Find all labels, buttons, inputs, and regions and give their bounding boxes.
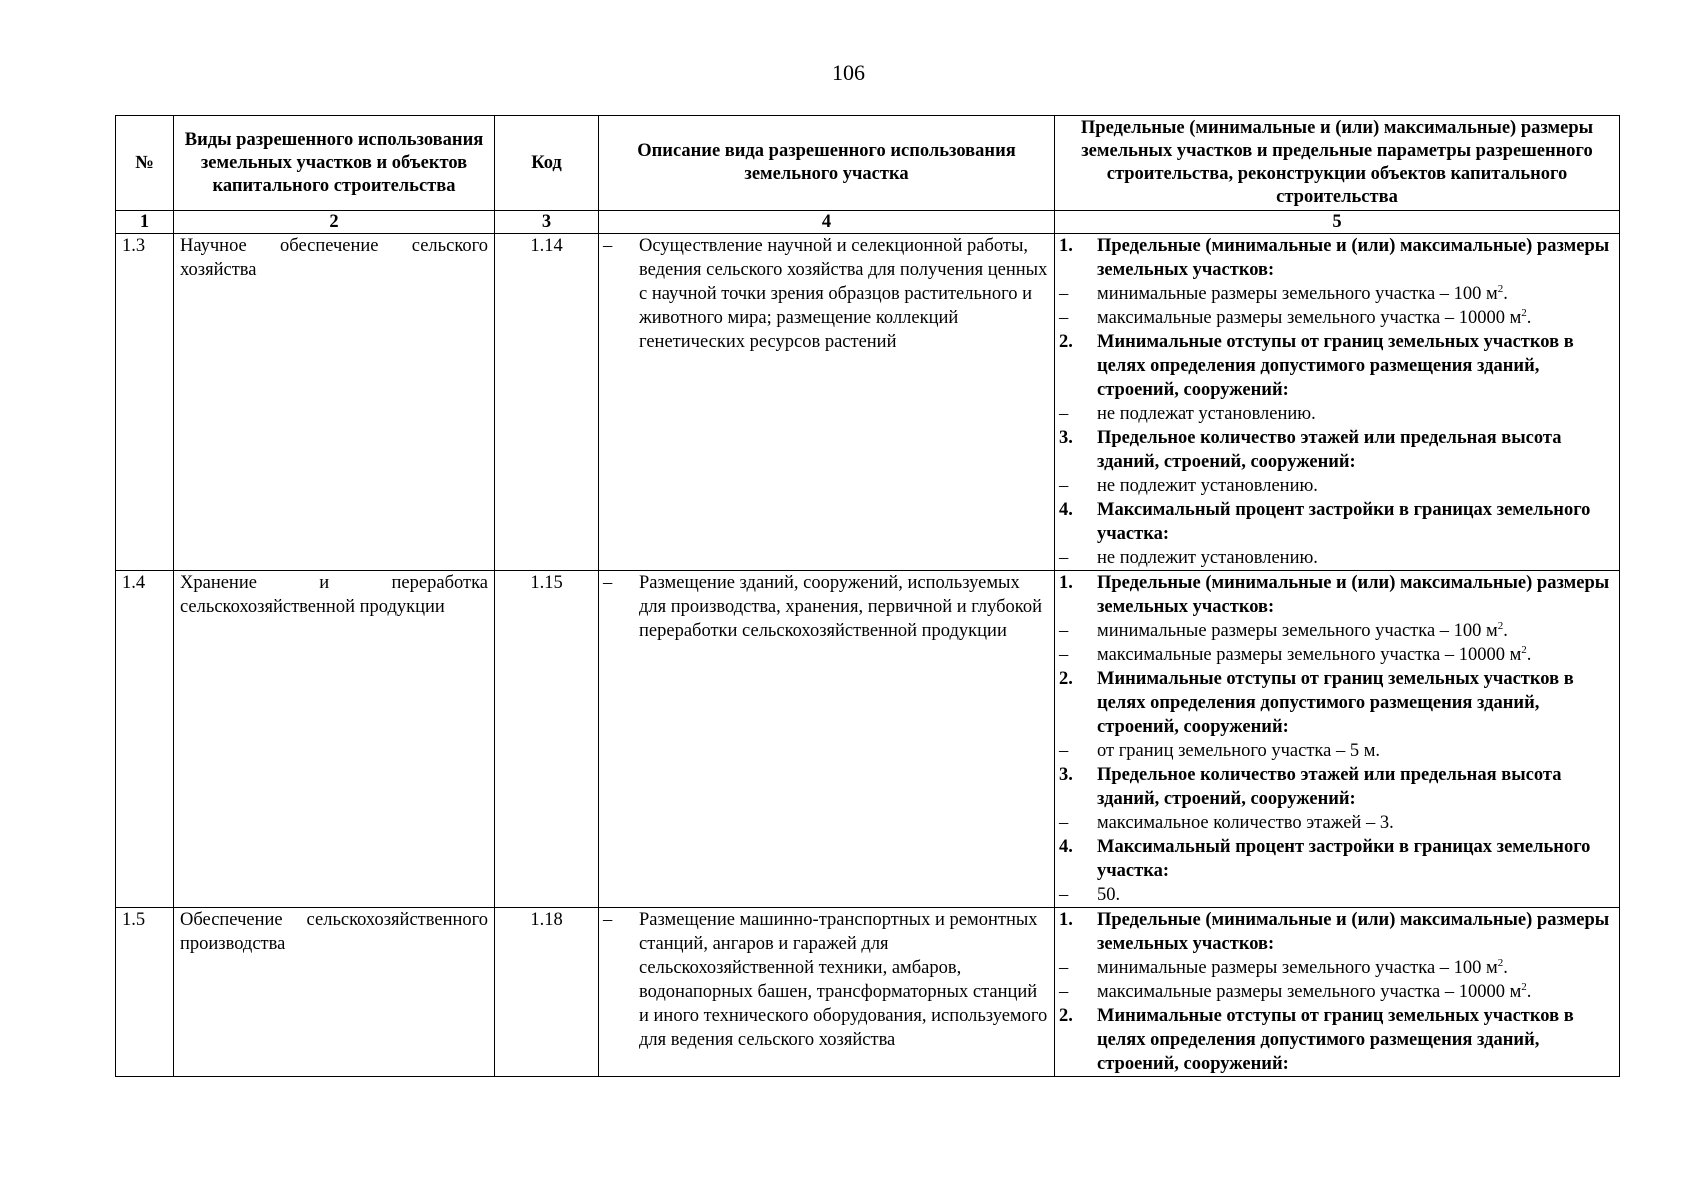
parameter-text	[1097, 883, 1615, 907]
parameter-marker: –	[1059, 284, 1069, 304]
column-number: 3	[495, 211, 599, 234]
parameter-value	[1055, 402, 1615, 426]
column-number-row	[116, 211, 1620, 234]
unit-superscript: 2	[1497, 282, 1504, 295]
parameter-marker: –	[1059, 982, 1069, 1002]
parameter-value	[1055, 956, 1615, 980]
parameter-text-body: минимальные размеры земельного участка – 100 м	[1097, 621, 1498, 641]
parameter-text-body: 50.	[1097, 885, 1121, 905]
unit-superscript: 2	[1497, 956, 1504, 969]
parameter-marker: 2.	[1059, 332, 1073, 352]
parameter-text-tail: .	[1526, 645, 1532, 665]
parameter-text	[1097, 474, 1615, 498]
table-row	[116, 234, 1620, 571]
use-code: 1.15	[495, 571, 599, 908]
description-text: Осуществление научной и селекционной работы, ведения сельского хозяйства для получения ценных с научной точки зрения образцов растительного и животного мира; размещение коллекций генетических ресурсов растений	[639, 236, 1048, 352]
parameter-text-body: максимальное количество этажей – 3.	[1097, 813, 1394, 833]
parameter-text	[1097, 234, 1615, 282]
page-number: 106	[832, 60, 865, 85]
unit-superscript: 2	[1497, 619, 1504, 632]
parameter-value	[1055, 474, 1615, 498]
parameter-text	[1097, 330, 1615, 402]
parameter-heading	[1055, 908, 1615, 956]
column-number: 2	[174, 211, 495, 234]
parameter-text	[1097, 282, 1615, 306]
parameter-text-body: Минимальные отступы от границ земельных участков в целях определения допустимого размещения зданий, строений, сооружений:	[1097, 669, 1574, 737]
use-parameters	[1055, 234, 1620, 571]
row-number: 1.4	[116, 571, 174, 908]
parameter-text-body: не подлежит установлению.	[1097, 476, 1318, 496]
parameter-text-body: минимальные размеры земельного участка – 100 м	[1097, 958, 1498, 978]
parameter-heading	[1055, 667, 1615, 739]
parameter-value	[1055, 619, 1615, 643]
parameter-text-body: Максимальный процент застройки в границах земельного участка:	[1097, 500, 1591, 544]
row-number: 1.3	[116, 234, 174, 571]
parameter-marker: –	[1059, 645, 1069, 665]
parameter-text-body: от границ земельного участка – 5 м.	[1097, 741, 1381, 761]
parameter-value	[1055, 282, 1615, 306]
unit-superscript: 2	[1521, 643, 1527, 656]
parameter-marker: 1.	[1059, 236, 1073, 256]
parameter-heading	[1055, 763, 1615, 811]
parameter-marker: 4.	[1059, 500, 1073, 520]
unit-superscript: 2	[1521, 306, 1527, 319]
column-number: 4	[599, 211, 1055, 234]
parameter-text	[1097, 571, 1615, 619]
parameter-value	[1055, 811, 1615, 835]
parameter-text	[1097, 402, 1615, 426]
row-number: 1.5	[116, 908, 174, 1077]
use-description	[599, 908, 1055, 1077]
parameter-text-body: Минимальные отступы от границ земельных участков в целях определения допустимого размещения зданий, строений, сооружений:	[1097, 332, 1574, 400]
parameter-text-body: Предельные (минимальные и (или) максимальные) размеры земельных участков:	[1097, 910, 1610, 954]
parameter-value	[1055, 980, 1615, 1004]
parameter-heading	[1055, 571, 1615, 619]
parameter-heading	[1055, 835, 1615, 883]
parameter-text	[1097, 306, 1615, 330]
parameter-text-tail: .	[1526, 982, 1532, 1002]
table-row	[116, 571, 1620, 908]
use-parameters	[1055, 571, 1620, 908]
use-description	[599, 571, 1055, 908]
parameter-heading	[1055, 498, 1615, 546]
parameter-text-tail: .	[1503, 958, 1508, 978]
parameter-text	[1097, 498, 1615, 546]
parameter-text	[1097, 980, 1615, 1004]
parameter-marker: 3.	[1059, 765, 1073, 785]
parameter-text-body: Предельное количество этажей или предельная высота зданий, строений, сооружений:	[1097, 765, 1562, 809]
parameter-marker: –	[1059, 476, 1069, 496]
parameter-text-body: Максимальный процент застройки в границах земельного участка:	[1097, 837, 1591, 881]
table-row	[116, 908, 1620, 1077]
parameter-text-body: минимальные размеры земельного участка – 100 м	[1097, 284, 1498, 304]
header-name: Виды разрешенного использования земельных участков и объектов капитального строительства	[174, 116, 495, 211]
parameter-heading	[1055, 1004, 1615, 1076]
parameter-text-tail: .	[1526, 308, 1532, 328]
unit-superscript: 2	[1521, 980, 1527, 993]
parameter-heading	[1055, 234, 1615, 282]
parameter-value	[1055, 643, 1615, 667]
use-parameters	[1055, 908, 1620, 1077]
parameter-text-body: Предельные (минимальные и (или) максимальные) размеры земельных участков:	[1097, 573, 1610, 617]
parameter-text	[1097, 619, 1615, 643]
parameter-text	[1097, 763, 1615, 811]
parameter-text	[1097, 811, 1615, 835]
parameter-marker: –	[1059, 404, 1069, 424]
use-type-name: Хранение и переработка сельскохозяйственной продукции	[174, 571, 495, 908]
parameter-value	[1055, 739, 1615, 763]
parameter-text-body: Предельное количество этажей или предельная высота зданий, строений, сооружений:	[1097, 428, 1562, 472]
header-row	[116, 116, 1620, 211]
description-dash: –	[603, 236, 613, 256]
description-dash: –	[603, 573, 613, 593]
parameter-marker: 1.	[1059, 910, 1073, 930]
parameter-marker: –	[1059, 741, 1069, 761]
column-number: 1	[116, 211, 174, 234]
description-dash: –	[603, 910, 613, 930]
parameter-text-body: не подлежит установлению.	[1097, 548, 1318, 568]
header-description: Описание вида разрешенного использования земельного участка	[599, 116, 1055, 211]
parameter-value	[1055, 306, 1615, 330]
parameter-marker: –	[1059, 885, 1069, 905]
parameter-text	[1097, 1004, 1615, 1076]
parameter-text-tail: .	[1503, 621, 1508, 641]
parameter-text-body: максимальные размеры земельного участка – 10000 м	[1097, 982, 1522, 1002]
parameter-text	[1097, 956, 1615, 980]
column-number: 5	[1055, 211, 1620, 234]
use-code: 1.14	[495, 234, 599, 571]
parameter-text-body: Минимальные отступы от границ земельных участков в целях определения допустимого размещения зданий, строений, сооружений:	[1097, 1006, 1574, 1074]
parameter-marker: 3.	[1059, 428, 1073, 448]
parameter-text	[1097, 908, 1615, 956]
parameter-value	[1055, 546, 1615, 570]
parameter-text	[1097, 546, 1615, 570]
parameter-marker: 1.	[1059, 573, 1073, 593]
parameter-text-tail: .	[1503, 284, 1508, 304]
parameter-text	[1097, 426, 1615, 474]
use-description	[599, 234, 1055, 571]
parameter-value	[1055, 883, 1615, 907]
use-code: 1.18	[495, 908, 599, 1077]
parameter-marker: –	[1059, 308, 1069, 328]
parameter-text	[1097, 739, 1615, 763]
parameter-text-body: максимальные размеры земельного участка – 10000 м	[1097, 645, 1522, 665]
parameter-marker: 2.	[1059, 669, 1073, 689]
parameter-marker: –	[1059, 958, 1069, 978]
parameter-text-body: максимальные размеры земельного участка – 10000 м	[1097, 308, 1522, 328]
parameter-marker: 2.	[1059, 1006, 1073, 1026]
parameter-text-body: Предельные (минимальные и (или) максимальные) размеры земельных участков:	[1097, 236, 1610, 280]
use-type-name: Научное обеспечение сельского хозяйства	[174, 234, 495, 571]
header-no: №	[116, 116, 174, 211]
parameter-heading	[1055, 426, 1615, 474]
description-text: Размещение зданий, сооружений, используемых для производства, хранения, первичной и глубокой переработки сельскохозяйственной продукции	[639, 573, 1043, 641]
parameter-heading	[1055, 330, 1615, 402]
land-use-table	[115, 115, 1620, 1077]
parameter-marker: –	[1059, 621, 1069, 641]
parameter-marker: –	[1059, 813, 1069, 833]
parameter-text	[1097, 643, 1615, 667]
parameter-text	[1097, 835, 1615, 883]
parameter-marker: –	[1059, 548, 1069, 568]
description-text: Размещение машинно-транспортных и ремонтных станций, ангаров и гаражей для сельскохозяйственной техники, амбаров, водонапорных башен, трансформаторных станций и иного технического оборудования, используемого для ведения сельского хозяйства	[639, 910, 1048, 1050]
header-params: Предельные (минимальные и (или) максимальные) размеры земельных участков и предельные параметры разрешенного строительства, реконструкции объектов капитального строительства	[1055, 116, 1620, 211]
parameter-text	[1097, 667, 1615, 739]
use-type-name: Обеспечение сельскохозяйственного производства	[174, 908, 495, 1077]
parameter-marker: 4.	[1059, 837, 1073, 857]
parameter-text-body: не подлежат установлению.	[1097, 404, 1316, 424]
header-code: Код	[495, 116, 599, 211]
